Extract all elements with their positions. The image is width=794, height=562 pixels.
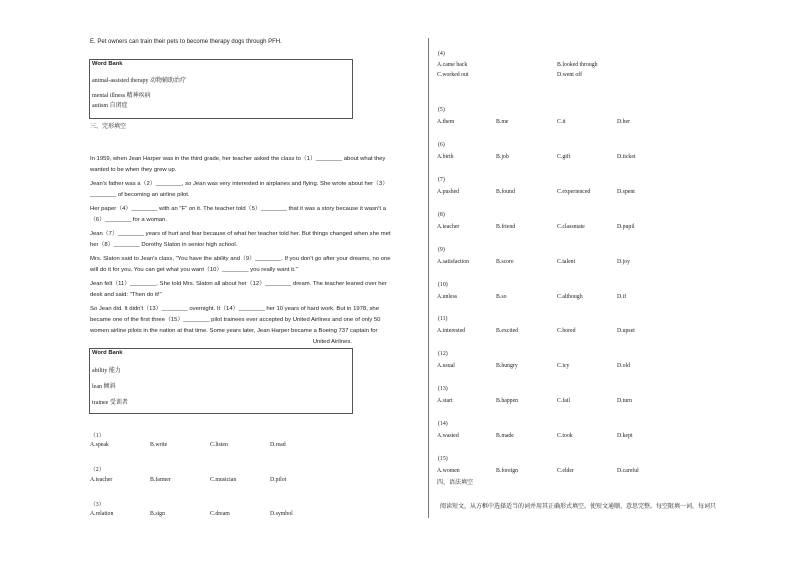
word-bank-2-item: trainee 受训者 [92,400,128,406]
word-bank-1-title: Word Bank [92,61,123,67]
passage-line: her（8）________ Dorothy Slaton in senior high school. [90,242,238,248]
q6-option-a[interactable]: A.birth [437,153,454,160]
q1-option-a[interactable]: A.speak [90,442,109,448]
word-bank-1 [89,59,353,119]
question-9-number: (9) [438,246,445,253]
word-bank-2-item: lean 倾斜 [92,384,116,390]
q5-option-d[interactable]: D.her [617,119,631,125]
q7-option-a[interactable]: A.pushed [437,188,460,195]
passage-line: Jean（7）________ years of hurt and fear because of what her teacher told her. But things changed when she met [90,231,391,237]
q14-option-d[interactable]: D.kept [617,433,633,440]
question-1-number: （1） [90,433,105,439]
q10-option-b[interactable]: B.so [496,293,507,300]
q1-option-d[interactable]: D.read [270,442,286,448]
q12-option-d[interactable]: D.old [617,363,631,370]
question-5-number: (5) [438,107,445,113]
q12-option-b[interactable]: B.hungry [496,363,518,370]
q7-option-d[interactable]: D.spent [617,188,635,195]
q11-option-c[interactable]: C.bored [557,328,576,335]
passage-line: （6）________ for a woman. [90,217,167,223]
word-bank-2 [89,348,353,414]
q13-option-d[interactable]: D.turn [617,398,632,405]
q13-option-a[interactable]: A.start [437,398,453,405]
q4-option-d[interactable]: D.went off [557,72,583,78]
q14-option-c[interactable]: C.took [557,433,573,440]
q10-option-c[interactable]: C.although [557,293,583,300]
question-8-number: (8) [438,211,445,218]
q8-option-b[interactable]: B.friend [496,223,516,230]
q11-option-d[interactable]: D.upset [617,328,635,335]
question-3-number: （3） [90,502,105,508]
q4-option-a[interactable]: A.came back [437,62,468,68]
word-bank-1-item: mental illness 精神疾病 [92,93,151,99]
question-2-number: （2） [90,467,105,473]
q10-option-a[interactable]: A.unless [437,293,458,300]
q5-option-c[interactable]: C.it [557,119,566,125]
q14-option-a[interactable]: A.wasted [437,433,459,440]
q9-option-a[interactable]: A.satisfaction [437,258,470,265]
q15-option-b[interactable]: B.foreign [496,468,519,474]
q12-option-a[interactable]: A.usual [437,363,455,370]
q1-option-b[interactable]: B.write [150,442,168,448]
question-6-number: (6) [438,141,445,148]
section-4-instruction: 阅读短文，从方框中选择适当的词并用其正确形式填空。使短文通顺、意思完整。每空限填一词，每词只 [440,504,717,510]
q14-option-b[interactable]: B.made [496,433,514,440]
q5-option-b[interactable]: B.me [496,119,509,125]
passage [90,154,391,348]
q5-option-a[interactable]: A.them [437,119,455,125]
passage-line: will do it for you. You can get what you want（10）________ you really want it." [90,267,298,273]
q8-option-c[interactable]: C.classmate [557,223,585,230]
q13-option-b[interactable]: B.happen [496,398,519,405]
q7-option-b[interactable]: B.found [496,188,515,195]
passage-line: United Airlines. [312,339,352,345]
passage-line: became one of the first three（15）________ pilot trainees ever accepted by United Airlines and one of only 50 [90,317,381,323]
word-bank-1-item: animal-assisted therapy 动物辅助治疗 [92,78,186,84]
question-11-number: (11) [438,316,448,323]
passage-line: ________ of becoming an airline pilot. [90,192,190,198]
q2-option-a[interactable]: A.teacher [90,477,113,483]
q11-option-a[interactable]: A.interested [437,328,466,335]
question-14-number: (14) [438,421,448,428]
q6-option-c[interactable]: C.gift [557,153,571,160]
q10-option-d[interactable]: D.if [617,293,627,300]
passage-line: Mrs. Slaton said to Jean's class, "You have the ability and（9）________. If you don't go after your dreams, no one [90,256,391,262]
q6-option-b[interactable]: B.job [496,153,509,160]
q4-option-c[interactable]: C.worked out [437,72,469,78]
q9-option-d[interactable]: D.joy [617,258,631,265]
word-bank-1-item: autism 自闭症 [92,103,128,109]
section-3-heading: 三、完形填空 [90,124,127,130]
q2-option-c[interactable]: C.musician [210,477,237,483]
q3-option-b[interactable]: B.sign [150,511,165,517]
passage-line: In 1959, when Jean Harper was in the third grade, her teacher asked the class to（1）________ about what they [90,156,386,162]
passage-line: Jean felt（11）________. She told Mrs. Slaton all about her（12）________ dream. The teacher leaned over her [90,281,387,287]
q2-option-d[interactable]: D.pilot [270,477,287,483]
question-7-number: (7) [438,176,445,183]
passage-line: Her paper（4）________ with an "F" on it. The teacher told（5）________ that it was a story because it wasn't a [90,206,386,212]
q15-option-a[interactable]: A.women [437,468,460,474]
question-13-number: (13) [438,386,448,393]
q15-option-d[interactable]: D.careful [617,468,639,474]
passage-line: women airline pilots in the nation at that time. Some years later, Jean Harper became a Boeing 737 captain for [90,328,378,334]
column-divider [428,38,429,518]
q6-option-d[interactable]: D.ticket [617,153,636,160]
option-e-text: E. Pet owners can train their pets to become therapy dogs through PFH. [90,39,282,45]
passage-line: desk and said: "Then do it!" [90,292,162,298]
q2-option-b[interactable]: B.farmer [150,477,171,483]
q3-option-a[interactable]: A.relation [90,511,114,517]
passage-line: Jean's father was a（2）________, so Jean was very interested in airplanes and flying. She wrote about her（3） [90,181,389,187]
q8-option-a[interactable]: A.teacher [437,223,460,230]
question-4-number: (4) [438,51,445,57]
question-15-number: (15) [438,456,448,462]
q11-option-b[interactable]: B.excited [496,328,519,335]
q3-option-d[interactable]: D.symbol [270,511,293,517]
q7-option-c[interactable]: C.experienced [557,188,591,195]
q4-option-b[interactable]: B.looked through [557,62,598,68]
q13-option-c[interactable]: C.fail [557,398,571,405]
q3-option-c[interactable]: C.dream [210,511,230,517]
question-12-number: (12) [438,351,448,358]
q8-option-d[interactable]: D.pupil [617,223,635,230]
q9-option-c[interactable]: C.talent [557,258,576,265]
section-4-heading: 四、语法填空 [437,480,474,486]
passage-line: wanted to be when they grew up. [90,167,177,173]
passage-line: So Jean did. It didn't（13）________ overnight. It（14）________ her 10 years of hard work. But in 1978, she [90,306,379,312]
word-bank-2-title: Word Bank [92,350,123,356]
q15-option-c[interactable]: C.elder [557,468,574,474]
q9-option-b[interactable]: B.score [496,258,514,265]
q1-option-c[interactable]: C.listen [210,442,228,448]
question-10-number: (10) [438,281,448,288]
q12-option-c[interactable]: C.icy [557,363,570,370]
word-bank-2-item: ability 能力 [92,368,121,374]
